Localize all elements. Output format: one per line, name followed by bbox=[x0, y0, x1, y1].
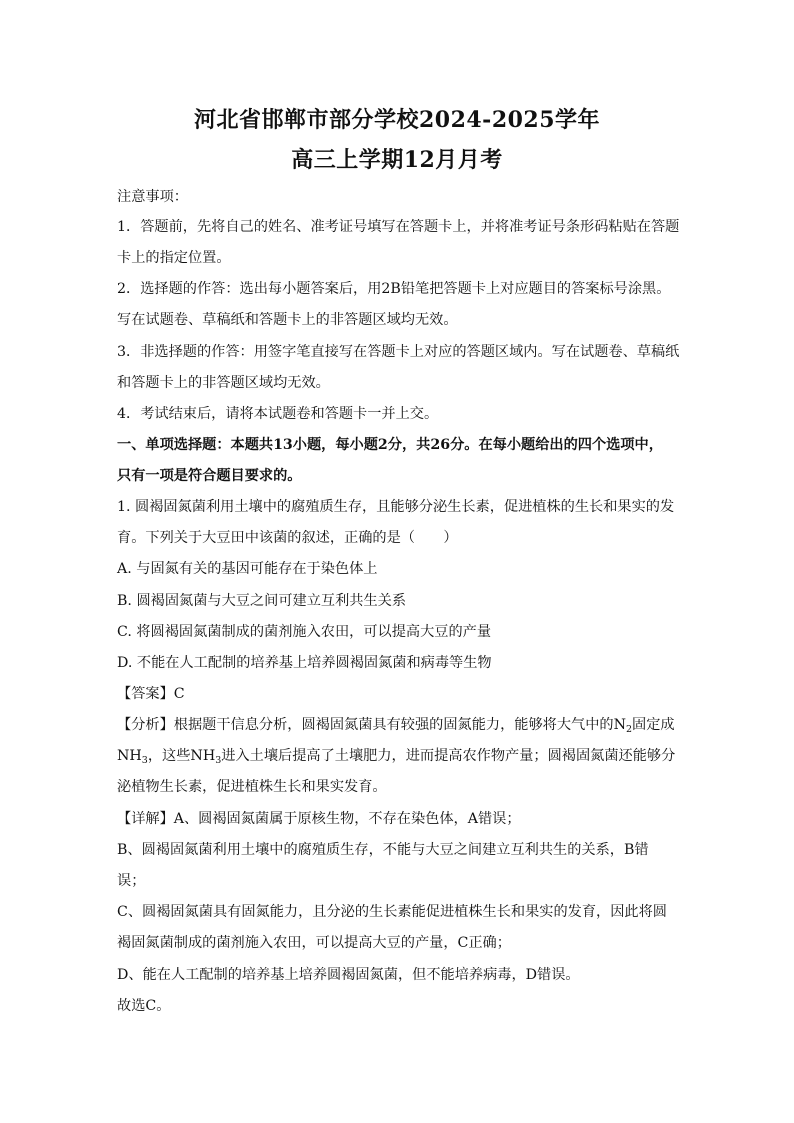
detail-line-2: B、圆褐固氮菌利用土壤中的腐殖质生存，不能与大豆之间建立互利共生的关系，B错 bbox=[117, 842, 649, 858]
notice-1-line-2: 卡上的指定位置。 bbox=[117, 250, 231, 266]
subscript: 2 bbox=[625, 724, 633, 735]
analysis-line-3: 泌植物生长素，促进植株生长和果实发育。 bbox=[117, 779, 387, 795]
notice-heading: 注意事项： bbox=[117, 189, 188, 205]
notice-3-line-2: 和答题卡上的非答题区域均无效。 bbox=[117, 375, 330, 391]
analysis-line-1 bbox=[117, 716, 682, 734]
detail-line-4: C、圆褐固氮菌具有固氮能力，且分泌的生长素能促进植株生长和果实的发育，因此将圆 bbox=[117, 904, 667, 920]
detail-line-5: 褐固氮菌制成的菌剂施入农田，可以提高大豆的产量，C正确； bbox=[117, 935, 511, 951]
document-title: 河北省邯郸市部分学校2024-2025学年 bbox=[193, 107, 601, 133]
formula-nh: NH bbox=[117, 748, 142, 764]
option-b: B. 圆褐固氮菌与大豆之间可建立互利共生关系 bbox=[117, 593, 407, 609]
subscript: 3 bbox=[215, 755, 222, 766]
notice-3-line-1: 3．非选择题的作答：用签字笔直接写在答题卡上对应的答题区域内。写在试题卷、草稿纸 bbox=[117, 344, 680, 360]
analysis-line-2 bbox=[117, 747, 682, 765]
notice-2-line-1: 2．选择题的作答：选出每小题答案后，用2B铅笔把答题卡上对应题目的答案标号涂黑。 bbox=[117, 281, 671, 297]
analysis-line-1-tail: 固定成 bbox=[632, 717, 675, 733]
analysis-line-2-tail: 进入土壤后提高了土壤肥力，进而提高农作物产量；圆褐固氮菌还能够分 bbox=[221, 748, 676, 764]
option-a: A. 与固氮有关的基因可能存在于染色体上 bbox=[117, 561, 378, 577]
document-subtitle: 高三上学期12月月考 bbox=[291, 147, 503, 173]
option-c: C. 将圆褐固氮菌制成的菌剂施入农田，可以提高大豆的产量 bbox=[117, 624, 492, 640]
question-stem-line-2: 育。下列关于大豆田中该菌的叙述，正确的是（ ） bbox=[117, 530, 458, 546]
detail-line-7: 故选C。 bbox=[117, 998, 171, 1014]
notice-2-line-2: 写在试题卷、草稿纸和答题卡上的非答题区域均无效。 bbox=[117, 312, 458, 328]
detail-line-6: D、能在人工配制的培养基上培养圆褐固氮菌，但不能培养病毒，D错误。 bbox=[117, 967, 580, 983]
notice-1-line-1: 1．答题前，先将自己的姓名、准考证号填写在答题卡上，并将准考证号条形码粘贴在答题 bbox=[117, 219, 680, 235]
section-heading-line-2: 只有一项是符合题目要求的。 bbox=[117, 468, 302, 484]
analysis-line-2-text: ，这些NH bbox=[147, 748, 216, 764]
subscript: 3 bbox=[141, 755, 148, 766]
section-heading-line-1: 一、单项选择题：本题共13小题，每小题2分，共26分。在每小题给出的四个选项中， bbox=[117, 437, 663, 453]
answer-line: 【答案】C bbox=[117, 686, 185, 702]
question-stem-line-1: 1. 圆褐固氮菌利用土壤中的腐殖质生存，且能够分泌生长素，促进植株的生长和果实的发 bbox=[117, 499, 675, 515]
notice-4: 4．考试结束后，请将本试题卷和答题卡一并上交。 bbox=[117, 406, 439, 422]
detail-line-3: 误； bbox=[117, 873, 146, 889]
option-d: D. 不能在人工配制的培养基上培养圆褐固氮菌和病毒等生物 bbox=[117, 655, 492, 671]
analysis-line-1-text: 【分析】根据题干信息分析，圆褐固氮菌具有较强的固氮能力，能够将大气中的N bbox=[117, 717, 626, 733]
detail-line-1: 【详解】A、圆褐固氮菌属于原核生物，不存在染色体，A错误； bbox=[117, 811, 521, 827]
